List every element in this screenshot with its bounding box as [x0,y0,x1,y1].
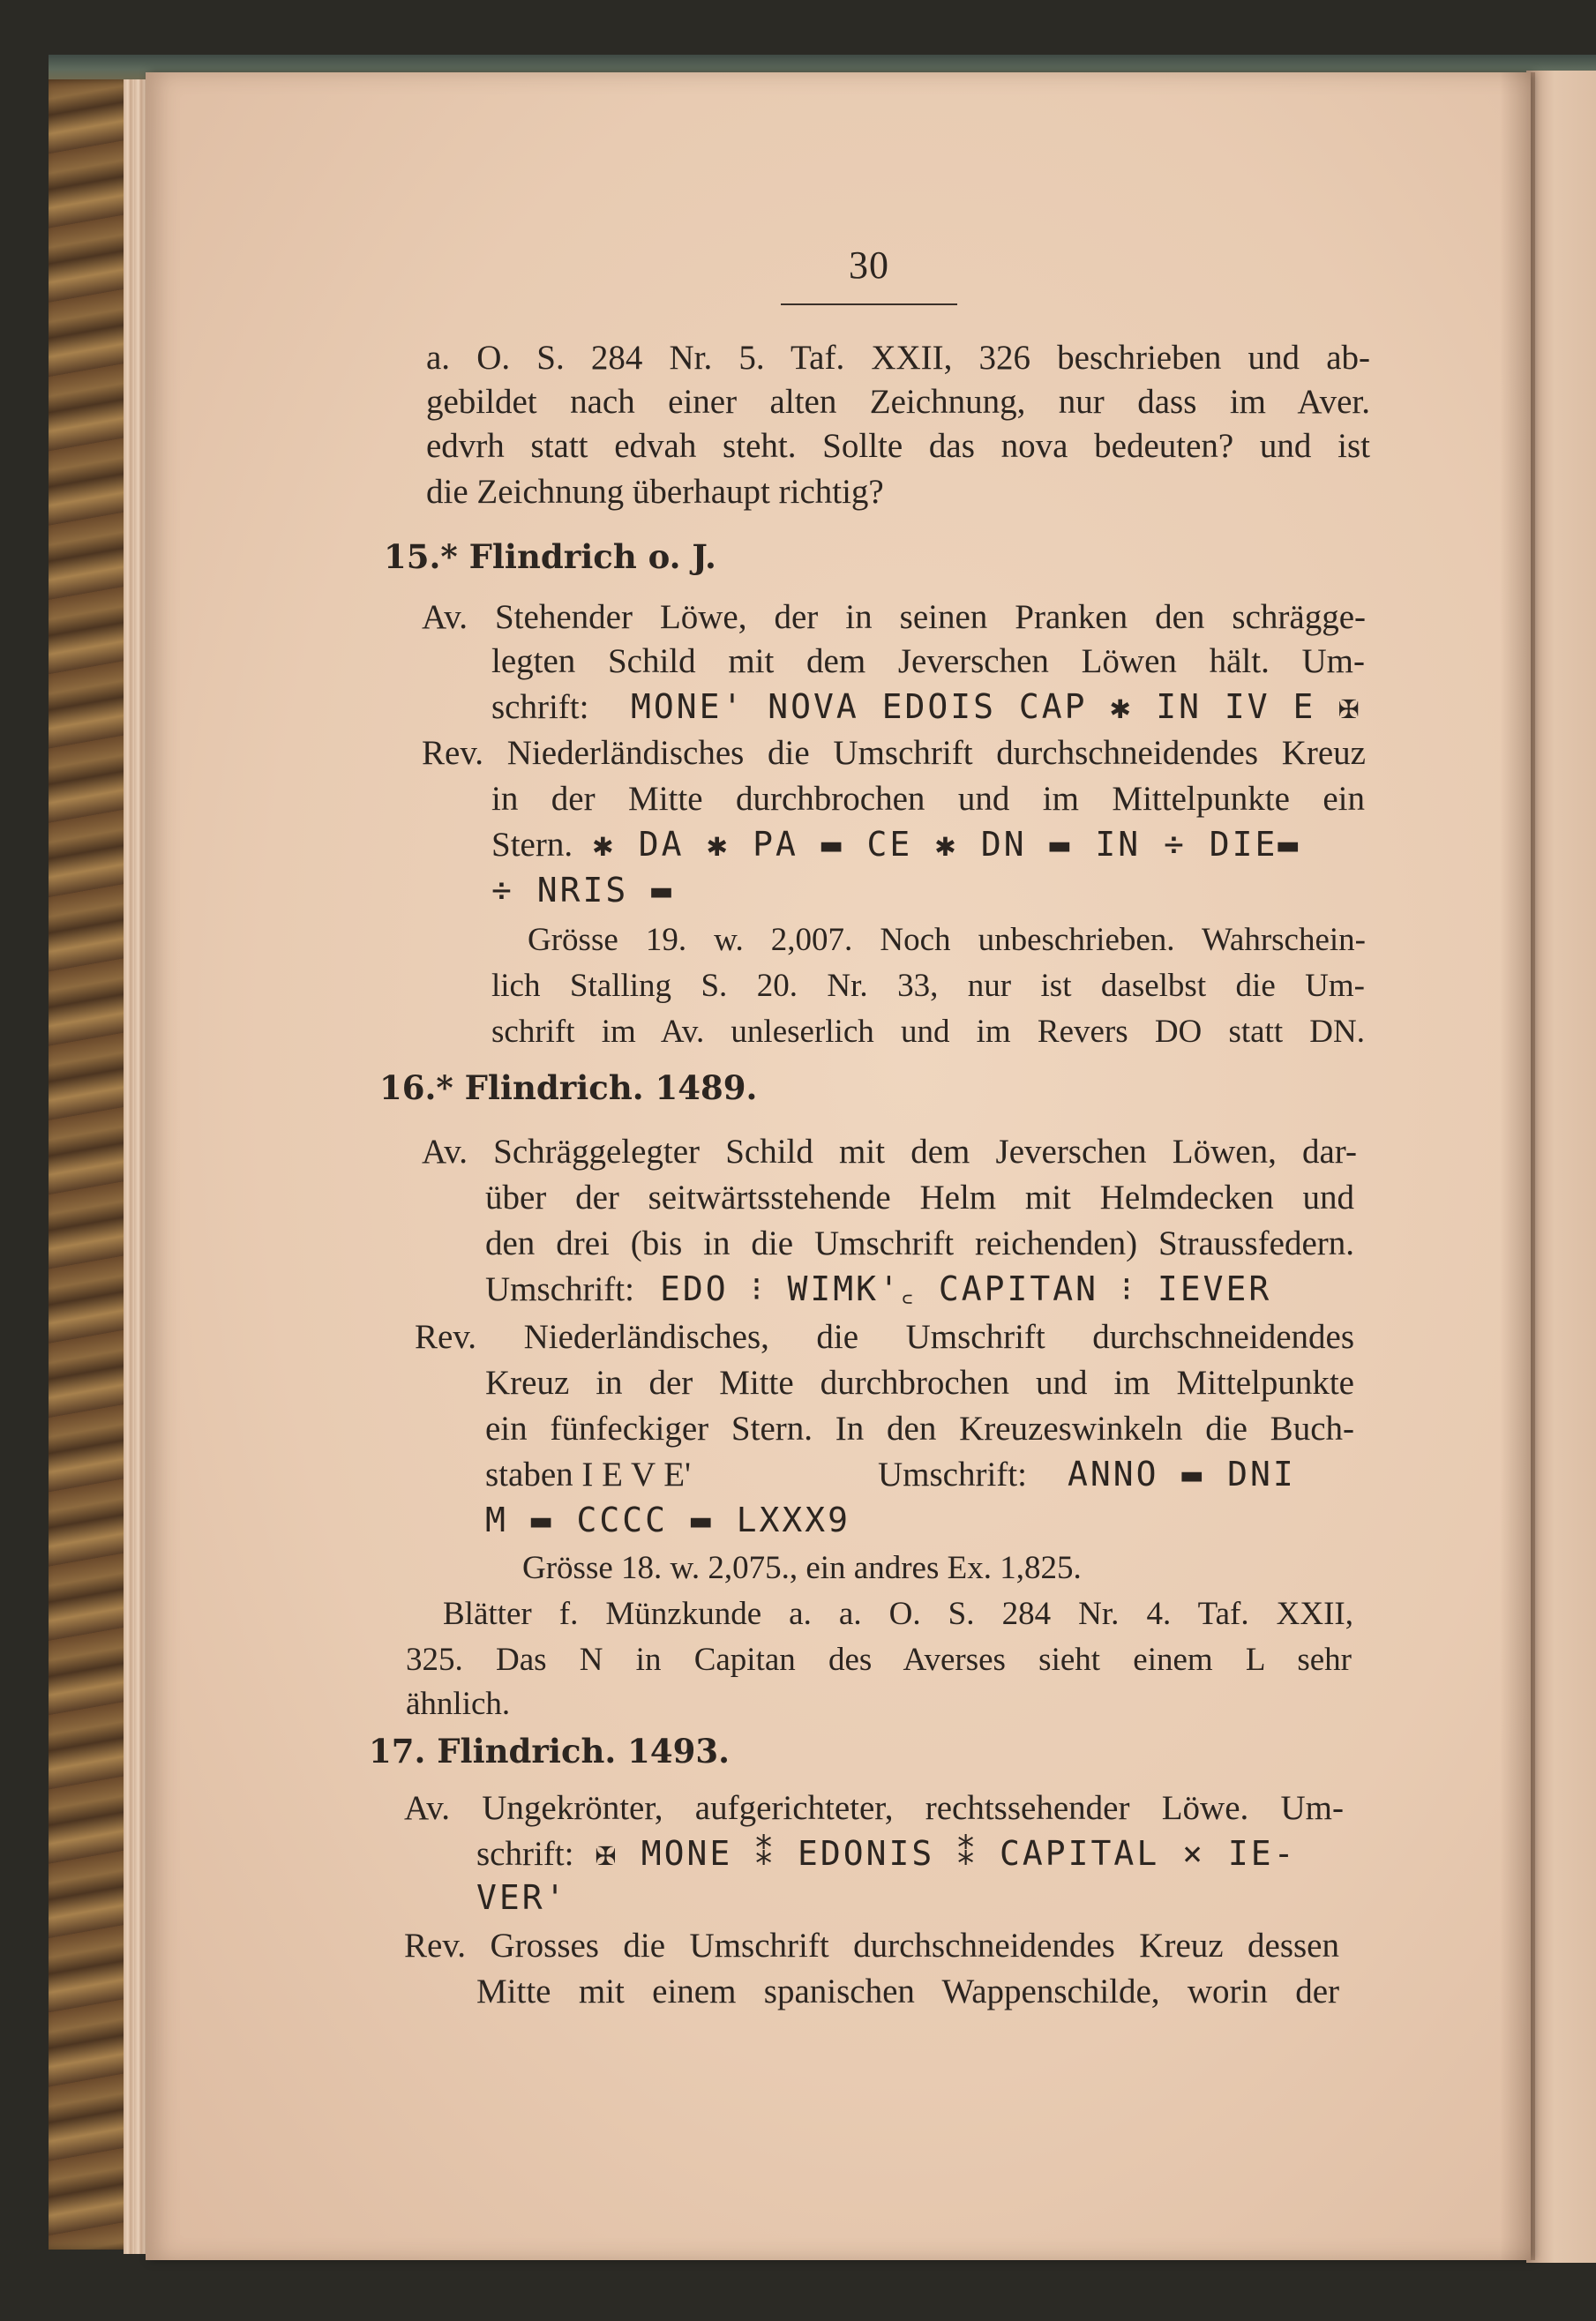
text-line: Grösse 18. w. 2,075., ein andres Ex. 1,825. [522,1550,1082,1586]
text-line: Umschrift: [878,1456,1027,1494]
text-line: a. O. S. 284 Nr. 5. Taf. XXII, 326 beschrieben und ab- [426,339,1370,377]
text-line: Stern. [491,826,573,864]
text-line: edvrh statt edvah steht. Sollte das nova bedeuten? und ist [426,427,1370,465]
text-line: schrift: [491,688,589,726]
text-line: Av. Schräggelegter Schild mit dem Jeverschen Löwen, dar- [422,1133,1357,1171]
inscription: ✱ DA ✱ PA ▬ CE ✱ DN ▬ IN ÷ DIE▬ [593,825,1301,864]
text-line: ein fünfeckiger Stern. In den Kreuzeswinkeln die Buch- [485,1410,1354,1448]
entry-heading-15: 15.* Flindrich o. J. [384,537,716,576]
text-line: Grösse 19. w. 2,007. Noch unbeschrieben. Wahrschein- [528,922,1366,958]
text-line: Blätter f. Münzkunde a. a. O. S. 284 Nr. 4. Taf. XXII, [443,1596,1353,1632]
text-line: Umschrift: [485,1270,634,1308]
inscription: MONE' NOVA EDOIS CAP ✱ IN IV E ✠ [631,687,1362,726]
text-line: Kreuz in der Mitte durchbrochen und im Mittelpunkte [485,1364,1354,1402]
text-line: legten Schild mit dem Jeverschen Löwen hält. Um- [491,642,1365,680]
text-line: 325. Das N in Capitan des Averses sieht einem L sehr [406,1642,1352,1678]
text-line: ähnlich. [406,1686,511,1722]
text-line: die Zeichnung überhaupt richtig? [426,473,884,511]
entry-heading-17: 17. Flindrich. 1493. [369,1732,731,1771]
inscription: ✠ MONE ⁑ EDONIS ⁑ CAPITAL × IE- [596,1834,1297,1873]
text-line: den drei (bis in die Umschrift reichenden) Straussfedern. [485,1224,1354,1262]
inscription: ANNO ▬ DNI [1068,1455,1296,1494]
text-line: gebildet nach einer alten Zeichnung, nur dass im Aver. [426,383,1370,421]
text-line: Rev. Niederländisches die Umschrift durchschneidendes Kreuz [422,734,1366,772]
inscription: VER' [476,1878,568,1917]
text-line: schrift im Av. unleserlich und im Revers DO statt DN. [491,1014,1365,1050]
page-number-rule [781,303,957,305]
text-line: über der seitwärtsstehende Helm mit Helmdecken und [485,1179,1354,1217]
inscription: ÷ NRIS ▬ [491,871,675,910]
page-number: 30 [849,243,889,287]
text-line: Av. Stehender Löwe, der in seinen Pranken den schrägge- [422,598,1366,636]
text-line: Rev. Niederländisches, die Umschrift durchschneidendes [415,1318,1354,1356]
inscription: EDO ⁝ WIMK'꜀ CAPITAN ⁝ IEVER [660,1269,1272,1308]
text-line: Av. Ungekrönter, aufgerichteter, rechtssehender Löwe. Um- [404,1789,1344,1827]
gutter-shadow [1500,72,1535,2260]
text-line: schrift: [476,1835,574,1873]
inscription: M ▬ CCCC ▬ LXXX9 [485,1501,851,1539]
text-line: Rev. Grosses die Umschrift durchschneidendes Kreuz dessen [404,1927,1339,1965]
text-line: staben I E V E' [485,1456,692,1494]
text-line: in der Mitte durchbrochen und im Mittelpunkte ein [491,780,1365,818]
entry-heading-16: 16.* Flindrich. 1489. [379,1068,758,1107]
text-line: lich Stalling S. 20. Nr. 33, nur ist daselbst die Um- [491,968,1365,1004]
facing-page-edge [1526,71,1596,2263]
text-line: Mitte mit einem spanischen Wappenschilde, worin der [476,1973,1339,2010]
